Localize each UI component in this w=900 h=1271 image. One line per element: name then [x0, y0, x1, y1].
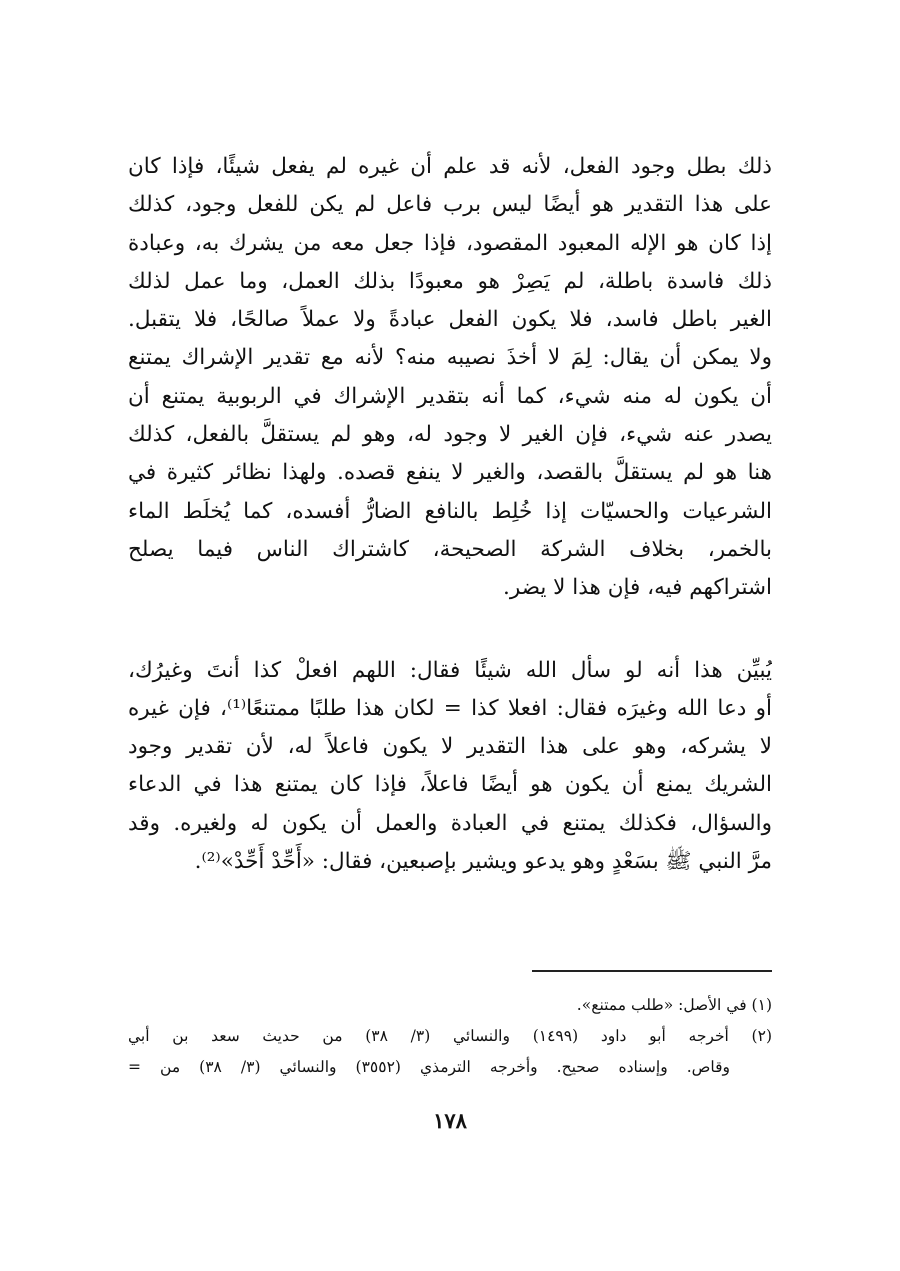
text-line: والسؤال، فكذلك يمتنع في العبادة والعمل أن يكون له ولغيره. وقد — [128, 810, 772, 836]
footnotes — [128, 990, 772, 1083]
footnote-1: (١) في الأصل: «طلب ممتنع». — [576, 996, 772, 1014]
main-text — [128, 148, 772, 881]
text-line: ذلك فاسدة باطلة، لم يَصِرْ هو معبودًا بذلك العمل، وما عمل لذلك — [128, 268, 772, 294]
paragraph-2 — [128, 652, 772, 882]
text-line: إذا كان هو الإله المعبود المقصود، فإذا جعل معه من يشرك به، وعبادة — [128, 230, 772, 256]
text-line: يُبيِّن هذا أنه لو سأل الله شيئًا فقال: اللهم افعلْ كذا أنتَ وغيرُك، — [128, 657, 772, 683]
paragraph-gap — [128, 608, 772, 652]
text-line: أن يكون له منه شيء، كما أنه بتقدير الإشراك في الربوبية يمتنع أن — [128, 383, 772, 409]
page-number: ١٧٨ — [433, 1108, 467, 1133]
text-line: على هذا التقدير هو أيضًا ليس برب فاعل لم يكن للفعل وجود، كذلك — [128, 192, 772, 218]
text-line: الشرعيات والحسيّات إذا خُلِط بالنافع الضارُّ أفسده، كما يُخلَط الماء — [128, 498, 772, 524]
text-line: ولا يمكن أن يقال: لِمَ لا أخذَ نصيبه منه؟ لأنه مع تقدير الإشراك يمتنع — [128, 345, 772, 371]
text-line: مرَّ النبي ﷺ بسَعْدٍ وهو يدعو ويشير بإصبعين، فقال: «أَحِّدْ أَحِّدْ»⁽²⁾. — [194, 849, 772, 875]
text-line: يصدر عنه شيء، فإن الغير لا وجود له، وهو لم يستقلَّ بالفعل، كذلك — [128, 422, 772, 448]
text-line: ذلك بطل وجود الفعل، لأنه قد علم أن غيره لم يفعل شيئًا، فإذا كان — [128, 154, 772, 179]
text-line: هنا هو لم يستقلَّ بالقصد، والغير لا ينفع قصده. ولهذا نظائر كثيرة في — [128, 460, 772, 486]
text-line: الشريك يمنع أن يكون هو أيضًا فاعلاً، فإذا كان يمتنع هذا في الدعاء — [128, 772, 772, 798]
text-line: الغير باطل فاسد، فلا يكون الفعل عبادةً ولا عملاً صالحًا، فلا يتقبل. — [128, 307, 772, 333]
text-line: بالخمر، بخلاف الشركة الصحيحة، كاشتراك الناس فيما يصلح — [128, 536, 772, 562]
text-line: اشتراكهم فيه، فإن هذا لا يضر. — [503, 575, 772, 601]
footnote-divider — [532, 970, 772, 972]
footnote-2: (٢) أخرجه أبو داود (١٤٩٩) والنسائي (٣/ ٣٨) من حديث سعد بن أبي — [128, 1027, 772, 1045]
footnote-2-continuation: وقاص. وإسناده صحيح. وأخرجه الترمذي (٣٥٥٢) والنسائي (٣/ ٣٨) من = — [128, 1058, 731, 1076]
text-line: أو دعا الله وغيرَه فقال: افعلا كذا = لكان هذا طلبًا ممتنعًا⁽¹⁾، فإن غيره — [128, 695, 772, 721]
text-line: لا يشركه، وهو على هذا التقدير لا يكون فاعلاً له، لأن تقدير وجود — [128, 734, 772, 760]
paragraph-1 — [128, 148, 772, 608]
